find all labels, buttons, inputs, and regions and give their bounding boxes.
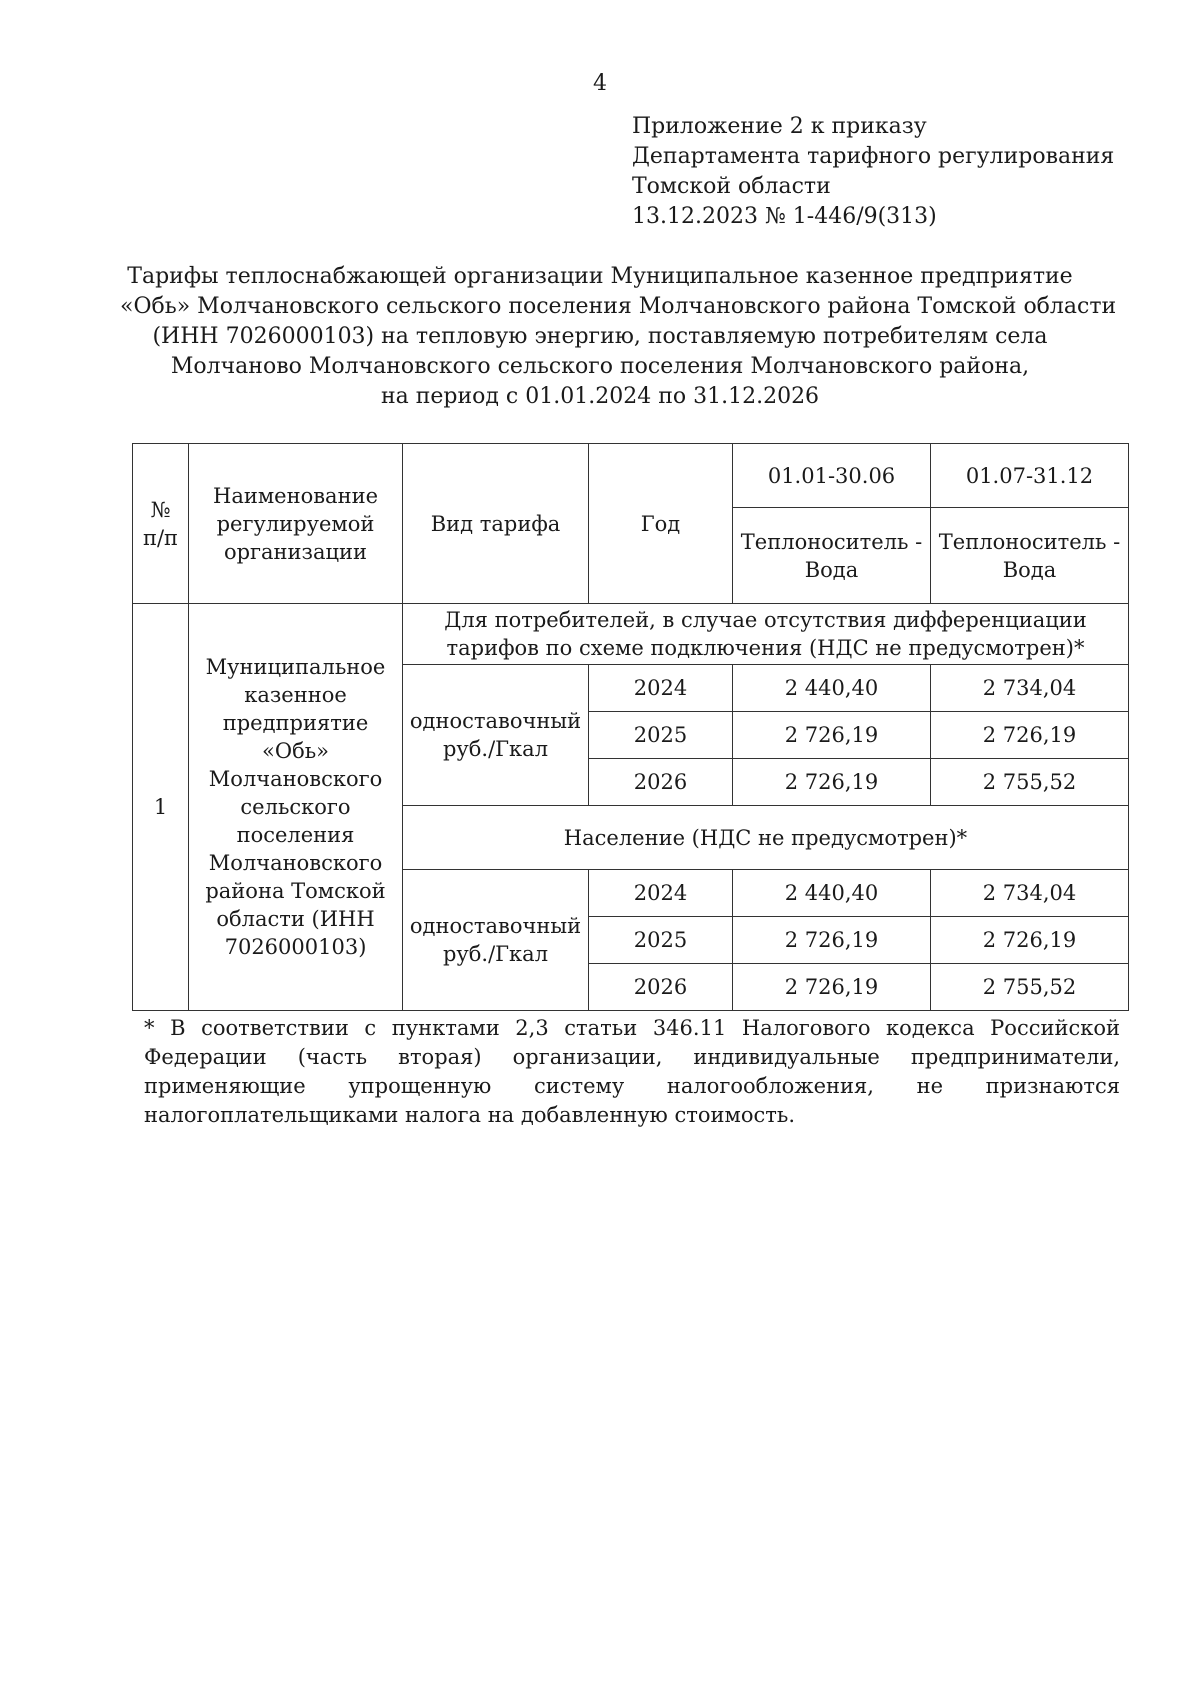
tariff-type-cell: одноставочный руб./Гкал bbox=[403, 665, 589, 806]
year-cell: 2025 bbox=[589, 712, 733, 759]
header-carrier-second-half: Теплоноситель - Вода bbox=[931, 508, 1129, 604]
title-line: «Обь» Молчановского сельского поселения Молчановского района Томской области bbox=[120, 294, 1117, 319]
tariff-value-second-half: 2 734,04 bbox=[931, 870, 1129, 917]
appendix-line: Приложение 2 к приказу bbox=[632, 114, 927, 139]
header-organization: Наименование регулируемой организации bbox=[189, 444, 403, 604]
tariff-value-second-half: 2 755,52 bbox=[931, 759, 1129, 806]
appendix-line: Томской области bbox=[632, 174, 831, 199]
title-line: (ИНН 7026000103) на тепловую энергию, поставляемую потребителям села bbox=[152, 324, 1048, 349]
tariff-value-first-half: 2 726,19 bbox=[733, 917, 931, 964]
tariff-value-first-half: 2 726,19 bbox=[733, 964, 931, 1011]
tariff-table bbox=[132, 443, 1129, 1011]
header-period-second-half: 01.07-31.12 bbox=[931, 444, 1129, 508]
year-cell: 2024 bbox=[589, 665, 733, 712]
header-year: Год bbox=[589, 444, 733, 604]
appendix-block bbox=[632, 112, 1114, 232]
section-title-population: Население (НДС не предусмотрен)* bbox=[403, 806, 1129, 870]
header-number: № п/п bbox=[133, 444, 189, 604]
title-line: Молчаново Молчановского сельского поселения Молчановского района, bbox=[170, 354, 1030, 379]
year-cell: 2026 bbox=[589, 964, 733, 1011]
tariff-type-cell: одноставочный руб./Гкал bbox=[403, 870, 589, 1011]
year-cell: 2024 bbox=[589, 870, 733, 917]
tariff-value-second-half: 2 734,04 bbox=[931, 665, 1129, 712]
organization-name: Муниципальное казенное предприятие «Обь» Молчановского сельского поселения Молчановского района Томской области (ИНН 7026000103) bbox=[189, 604, 403, 1011]
tariff-value-first-half: 2 726,19 bbox=[733, 759, 931, 806]
year-cell: 2026 bbox=[589, 759, 733, 806]
footnote: * В соответствии с пунктами 2,3 статьи 346.11 Налогового кодекса Российской Федерации (часть вторая) организации, индивидуальные предприниматели, применяющие упрощенную систему налогообложения, не признаются налогоплательщиками налога на добавленную стоимость. bbox=[144, 1016, 1120, 1127]
tariff-value-first-half: 2 726,19 bbox=[733, 712, 931, 759]
tariff-value-second-half: 2 726,19 bbox=[931, 712, 1129, 759]
header-carrier-first-half: Теплоноситель - Вода bbox=[733, 508, 931, 604]
appendix-line: Департамента тарифного регулирования bbox=[632, 144, 1115, 169]
tariff-value-first-half: 2 440,40 bbox=[733, 665, 931, 712]
title-line: Тарифы теплоснабжающей организации Муниципальное казенное предприятие bbox=[127, 264, 1073, 289]
document-title bbox=[120, 262, 1117, 412]
section-title-consumers: Для потребителей, в случае отсутствия дифференциации тарифов по схеме подключения (НДС не предусмотрен)* bbox=[403, 604, 1129, 665]
title-line: на период с 01.01.2024 по 31.12.2026 bbox=[380, 384, 820, 409]
tariff-value-second-half: 2 755,52 bbox=[931, 964, 1129, 1011]
appendix-date-number: 13.12.2023 № 1-446/9(313) bbox=[632, 204, 937, 229]
row-number: 1 bbox=[133, 604, 189, 1011]
header-period-first-half: 01.01-30.06 bbox=[733, 444, 931, 508]
tariff-value-second-half: 2 726,19 bbox=[931, 917, 1129, 964]
header-tariff-type: Вид тарифа bbox=[403, 444, 589, 604]
year-cell: 2025 bbox=[589, 917, 733, 964]
page-number: 4 bbox=[593, 71, 607, 96]
tariff-value-first-half: 2 440,40 bbox=[733, 870, 931, 917]
